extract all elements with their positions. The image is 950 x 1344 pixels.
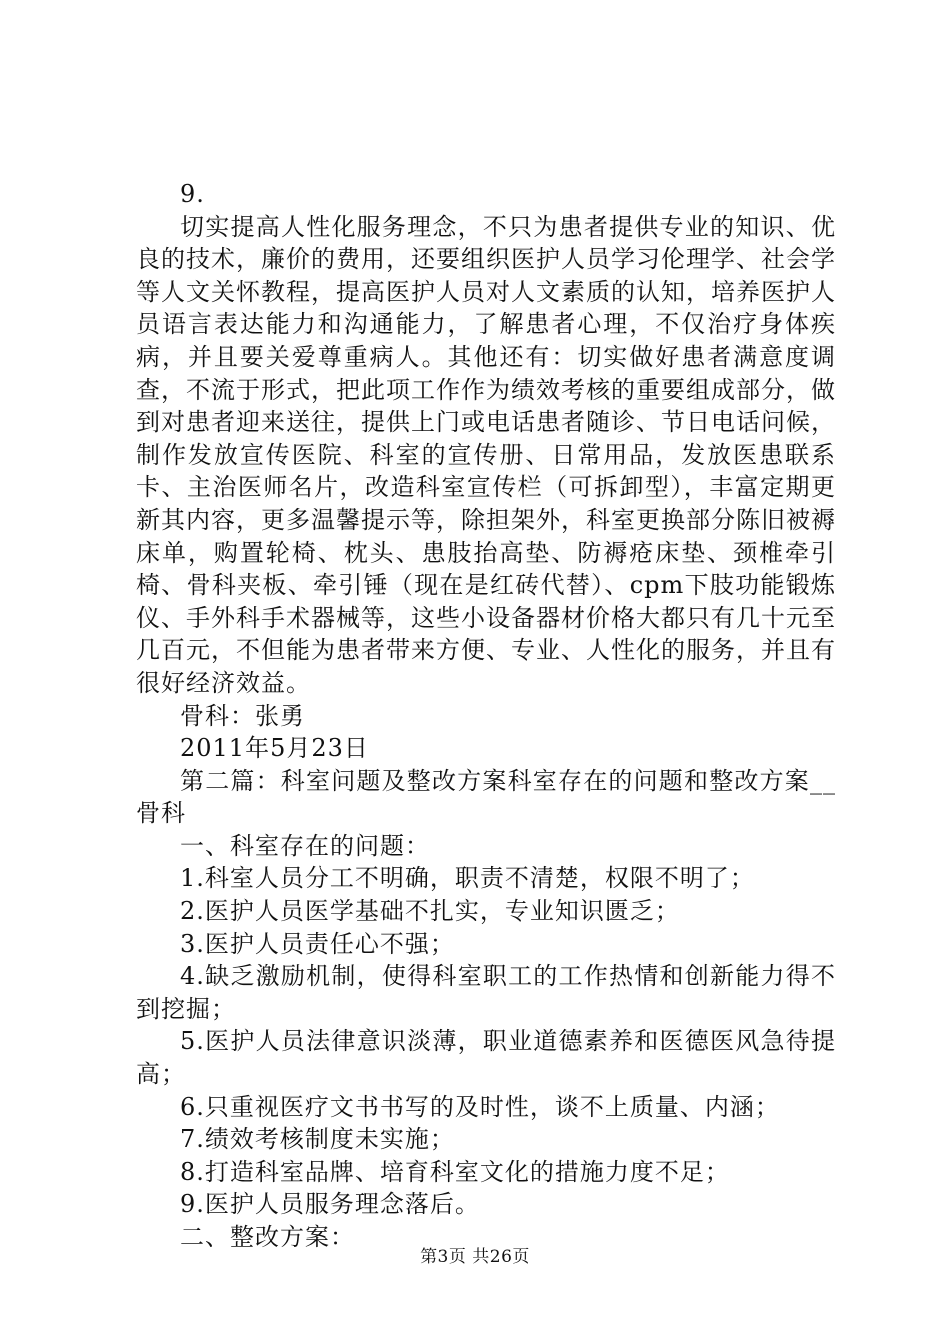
problem-item-7: 7.绩效考核制度未实施； [180,1125,455,1154]
document-body [136,178,836,1254]
section-title-part-two: 第二篇：科室问题及整改方案科室存在的问题和整改方案__骨科 [136,766,836,828]
problem-item-5: 5.医护人员法律意识淡薄，职业道德素养和医德医风急待提高； [136,1027,836,1089]
heading-problems: 一、科室存在的问题： [180,831,430,860]
signature-department-author: 骨科：张勇 [180,701,305,730]
problem-item-6: 6.只重视医疗文书书写的及时性，谈不上质量、内涵； [180,1092,780,1121]
heading-rectification-plan: 二、整改方案： [180,1223,355,1251]
problem-item-2: 2.医护人员医学基础不扎实，专业知识匮乏； [180,897,680,926]
problem-item-3: 3.医护人员责任心不强； [180,929,455,958]
paragraph-service-concept: 切实提高人性化服务理念，不只为患者提供专业的知识、优良的技术，廉价的费用，还要组织医护人员学习伦理学、社会学等人文关怀教程，提高医护人员对人文素质的认知，培养医护人员语言表达能力和沟通能力，了解患者心理，不仅治疗身体疾病，并且要关爱尊重病人。其他还有：切实做好患者满意度调查，不流于形式，把此项工作作为绩效考核的重要组成部分，做到对患者迎来送往，提供上门或电话患者随诊、节日电话问候，制作发放宣传医院、科室的宣传册、日常用品，发放医患联系卡、主治医师名片，改造科室宣传栏（可拆卸型），丰富定期更新其内容，更多温馨提示等，除担架外，科室更换部分陈旧被褥床单，购置轮椅、枕头、患肢抬高垫、防褥疮床垫、颈椎牵引椅、骨科夹板、牵引锤（现在是红砖代替）、cpm下肢功能锻炼仪、手外科手术器械等，这些小设备器材价格大都只有几十元至几百元，不但能为患者带来方便、专业、人性化的服务，并且有很好经济效益。 [136,212,836,697]
signature-date: 2011年5月23日 [180,734,369,763]
problem-item-8: 8.打造科室品牌、培育科室文化的措施力度不足； [180,1157,730,1186]
problem-item-1: 1.科室人员分工不明确，职责不清楚，权限不明了； [180,864,755,893]
problem-item-9: 9.医护人员服务理念落后。 [180,1190,480,1219]
paragraph-item-number: 9. [180,180,205,208]
problem-item-4: 4.缺乏激励机制，使得科室职工的工作热情和创新能力得不到挖掘； [136,962,836,1023]
page-number-footer: 第3页 共26页 [420,1247,530,1267]
